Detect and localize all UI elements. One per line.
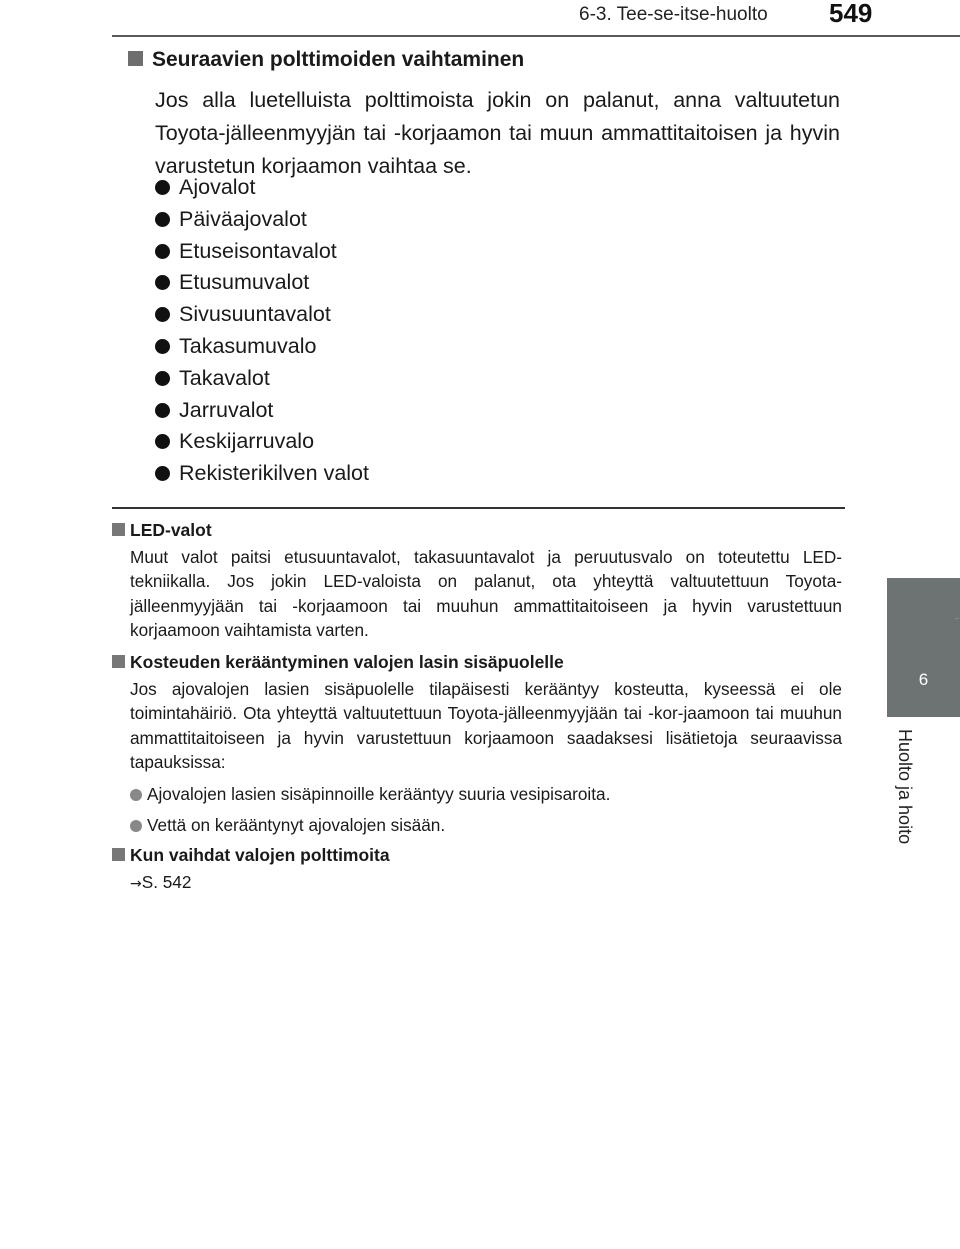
square-bullet-icon — [128, 51, 143, 66]
bullet-dot-icon — [155, 180, 170, 195]
section-heading-text: Seuraavien polttimoiden vaihtaminen — [152, 48, 525, 71]
list-item — [155, 204, 369, 236]
list-item-text: Takavalot — [179, 365, 270, 390]
section-divider — [112, 507, 845, 509]
bullet-dot-icon — [155, 275, 170, 290]
bullet-dot-icon — [155, 244, 170, 259]
list-item — [155, 299, 369, 331]
list-item — [155, 236, 369, 268]
chapter-number: 6 — [918, 670, 929, 689]
section-heading — [128, 48, 524, 72]
note-title — [112, 518, 842, 542]
list-item-text: Takasumuvalo — [179, 333, 317, 358]
header-rule — [112, 35, 960, 37]
bullet-dot-icon — [155, 339, 170, 354]
note-title-text: Kun vaihdat valojen polttimoita — [130, 845, 390, 865]
list-item-text: Sivusuuntavalot — [179, 302, 331, 327]
chapter-tab[interactable] — [887, 578, 960, 717]
note-led — [112, 518, 842, 643]
bullet-dot-icon — [155, 403, 170, 418]
list-item — [155, 331, 369, 363]
bullet-dot-icon — [130, 789, 142, 801]
section-title: 6-3. Tee-se-itse-huolto — [579, 4, 768, 25]
square-bullet-icon — [112, 523, 125, 536]
list-item — [155, 458, 369, 490]
list-item-text: Ajovalot — [179, 175, 256, 199]
tab-tick — [955, 618, 959, 619]
note-title — [112, 843, 842, 867]
list-item-text: Keskijarruvalo — [179, 429, 315, 454]
bullet-dot-icon — [155, 466, 170, 481]
list-item-text: Jarruvalot — [179, 397, 274, 422]
note-moisture — [112, 650, 842, 837]
list-item-text: Etusumuvalot — [179, 270, 310, 295]
list-item-text: Päiväajovalot — [179, 206, 307, 231]
list-item-text: Etuseisontavalot — [179, 238, 337, 263]
bullet-dot-icon — [155, 212, 170, 227]
bullet-dot-icon — [155, 434, 170, 449]
note-bullet-text: Vettä on kerääntynyt ajovalojen sisään. — [147, 814, 446, 835]
note-bullet-text: Ajovalojen lasien sisäpinnoille kerääntyy suuria vesipisaroita. — [147, 783, 611, 804]
arrow-right-icon: → — [130, 876, 142, 892]
list-item-text: Rekisterikilven valot — [179, 461, 369, 486]
bullet-dot-icon — [130, 820, 142, 832]
note-title — [112, 650, 842, 674]
page-number: 549 — [829, 0, 873, 28]
note-replace — [112, 843, 842, 896]
bullet-dot-icon — [155, 307, 170, 322]
page-reference[interactable] — [130, 870, 842, 896]
chapter-label: Huolto ja hoito — [895, 729, 915, 845]
note-body: Jos ajovalojen lasien sisäpuolelle tilapäisesti kerääntyy kosteutta, kyseessä ei ole toimintahäiriö. Ota yhteyttä valtuutettuun Toyota-jälleenmyyjään tai -kor-jaamoon tai muuhun ammattitaitoiseen ja hyvin varustettuun korjaamoon saadaksesi lisätietoja seuraavissa tapauksissa: — [130, 679, 842, 773]
bulb-list — [155, 172, 369, 490]
list-item — [155, 172, 369, 204]
square-bullet-icon — [112, 655, 125, 668]
note-body: Muut valot paitsi etusuuntavalot, takasuuntavalot ja peruutusvalo on toteutettu LED-tekniikalla. Jos jokin LED-valoista on palanut, ota yhteyttä valtuutettuun Toyota-jälleenmyyjään tai -korjaamoon tai muuhun ammattitaitoiseen ja hyvin varustettuun korjaamoon vaihtamista varten. — [130, 547, 842, 641]
intro-paragraph: Jos alla luetelluista polttimoista jokin on palanut, anna valtuutetun Toyota-jälleenmyyjän tai -korjaamon tai muun ammattitaitoisen ja hyvin varustetun korjaamon vaihtaa se. — [155, 88, 840, 178]
note-bullet — [130, 782, 842, 806]
note-title-text: Kosteuden kerääntyminen valojen lasin sisäpuolelle — [130, 652, 564, 672]
list-item — [155, 267, 369, 299]
page-reference-text: S. 542 — [141, 872, 192, 892]
bullet-dot-icon — [155, 371, 170, 386]
list-item — [155, 363, 369, 395]
list-item — [155, 395, 369, 427]
square-bullet-icon — [112, 848, 125, 861]
list-item — [155, 426, 369, 458]
note-bullet — [130, 813, 842, 837]
note-title-text: LED-valot — [130, 520, 212, 540]
